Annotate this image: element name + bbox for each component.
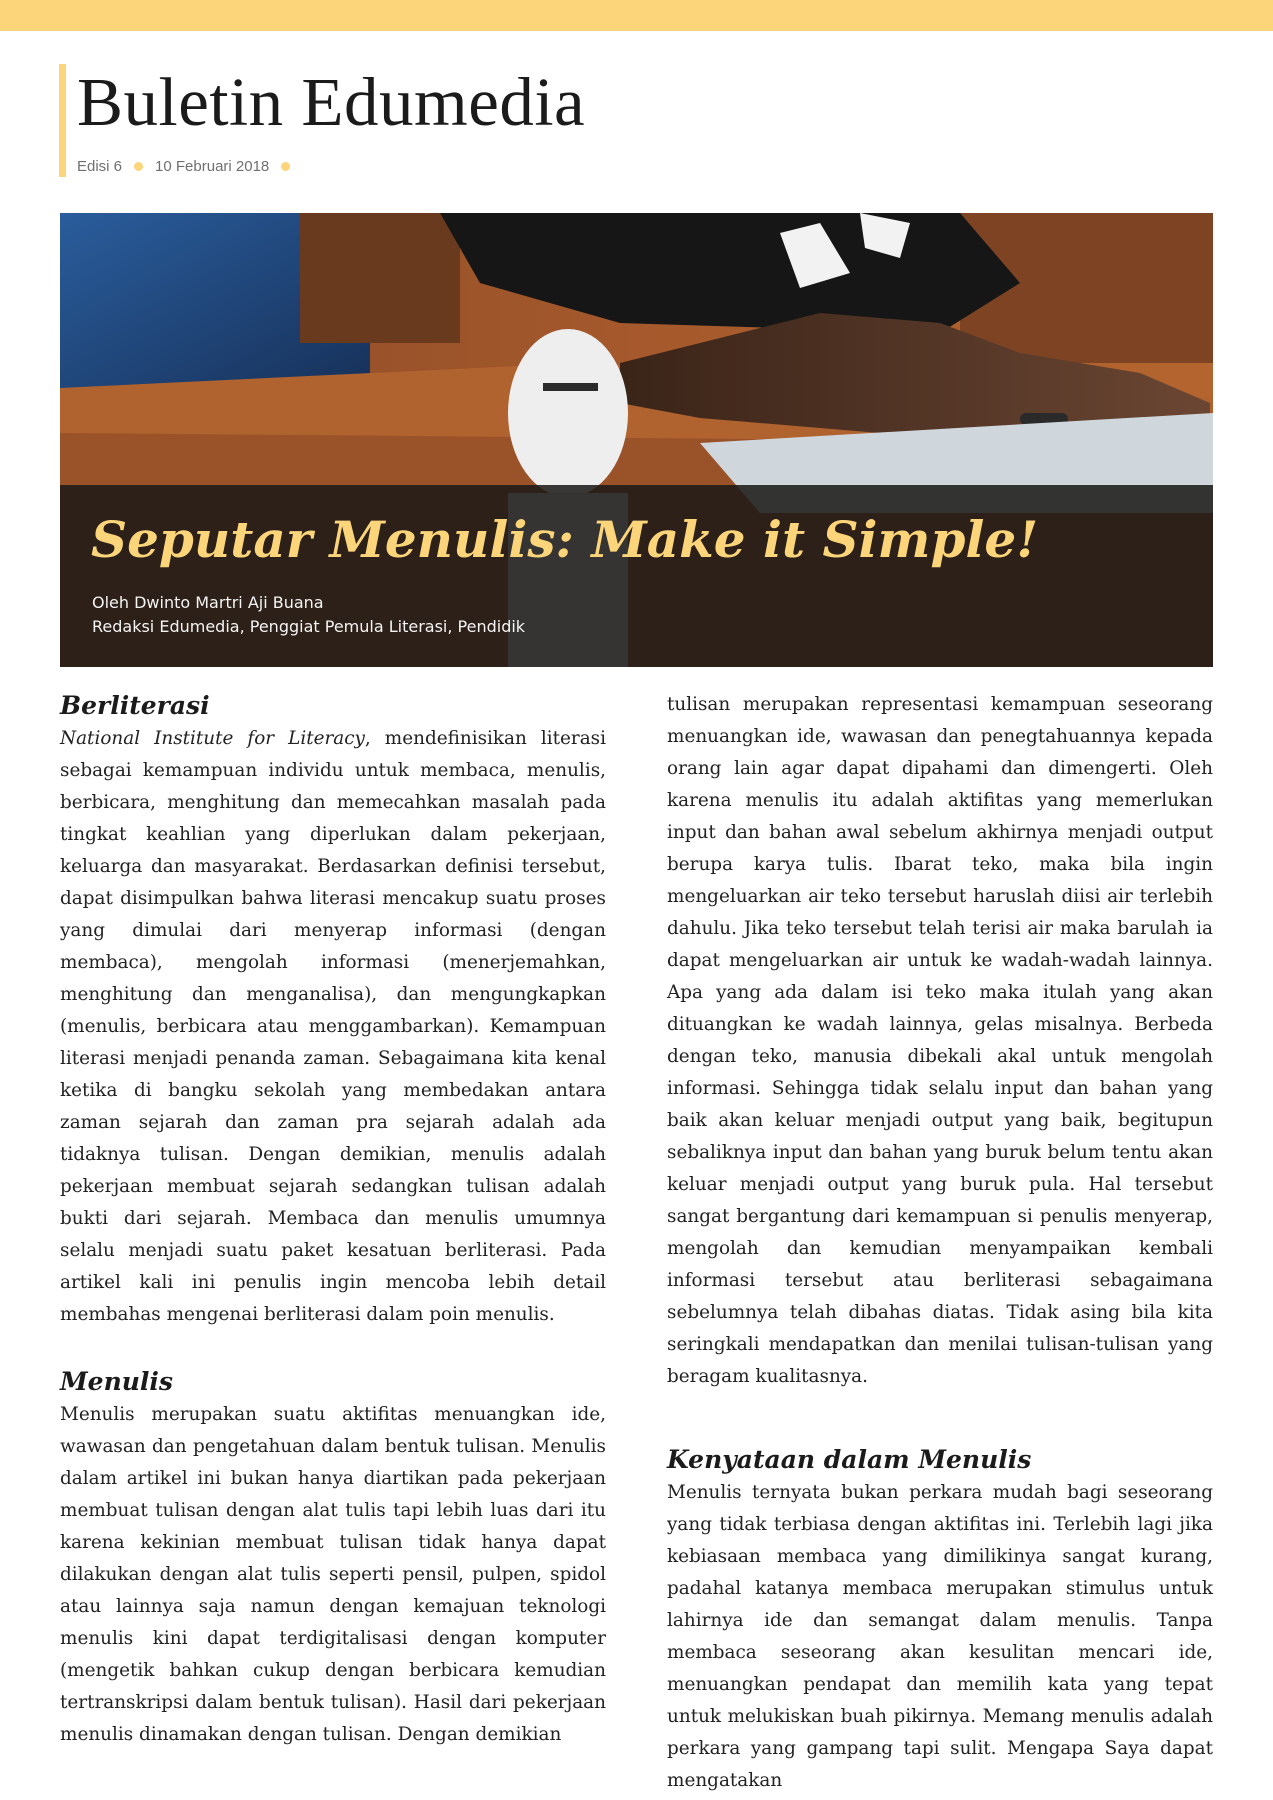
section-heading-berliterasi: Berliterasi [60,691,210,720]
paragraph-kenyataan: Menulis ternyata bukan perkara mudah bagi seseorang yang tidak terbiasa dengan aktifitas ini. Terlebih lagi jika kebiasaan membaca yang dimilikinya sangat kurang, padahal katanya membaca merupakan stimulus untuk lahirnya ide dan semangat dalam menulis. Tanpa membaca seseorang akan kesulitan mencari ide, menuangkan pendapat dan memilih kata yang tepat untuk melukiskan buah pikirnya. Memang menulis adalah perkara yang gampang tapi sulit. Mengapa Saya dapat mengatakan [667,1482,1213,1791]
paragraph-menulis: Menulis merupakan suatu aktifitas menuangkan ide, wawasan dan pengetahuan dalam bentuk tulisan. Menulis dalam artikel ini bukan hanya diartikan pada pekerjaan membuat tulisan dengan alat tulis tapi lebih luas dari itu karena kekinian membuat tulisan tidak hanya dapat dilakukan dengan alat tulis seperti pensil, pulpen, spidol atau lainnya saja namun dengan kemajuan teknologi menulis kini dapat terdigitalisasi dengan komputer (mengetik bahkan cukup dengan berbicara kemudian tertranskripsi dalam bentuk tulisan). Hasil dari pekerjaan menulis dinamakan dengan tulisan. Dengan demikian [60,1404,606,1745]
issue-meta [77,158,759,175]
top-accent-bar [0,0,1273,31]
masthead [59,64,759,177]
byline [92,591,525,639]
hero-caption-band [60,485,1213,667]
paragraph-menulis-continued: tulisan merupakan representasi kemampuan seseorang menuangkan ide, wawasan dan penegtahuannya kepada orang lain agar dapat dipahami dan dimengerti. Oleh karena menulis itu adalah aktifitas yang memerlukan input dan bahan awal sebelum akhirnya menjadi output berupa karya tulis. Ibarat teko, maka bila ingin mengeluarkan air teko tersebut haruslah diisi air terlebih dahulu. Jika teko tersebut telah terisi air maka barulah ia dapat mengeluarkan air untuk ke wadah-wadah lainnya. Apa yang ada dalam isi teko maka itulah yang akan dituangkan ke wadah lainnya, gelas misalnya. Berbeda dengan teko, manusia dibekali akal untuk mengolah informasi. Sehingga tidak selalu input dan bahan yang baik akan keluar menjadi output yang baik, begitupun sebaliknya input dan bahan yang buruk belum tentu akan keluar menjadi output yang buruk pula. Hal tersebut sangat bergantung dari kemampuan si penulis menyerap, mengolah dan kemudian menyampaikan kembali informasi tersebut atau berliterasi sebagaimana sebelumnya telah dibahas diatas. Tidak asing bila kita seringkali mendapatkan dan menilai tulisan-tulisan yang beragam kualitasnya. [667,694,1213,1387]
author-line: Oleh Dwinto Martri Aji Buana [92,593,324,612]
author-role: Redaksi Edumedia, Penggiat Pemula Literasi, Pendidik [92,617,526,636]
bullet-dot-icon [134,162,143,171]
bullet-dot-icon [281,162,290,171]
section-heading-kenyataan: Kenyataan dalam Menulis [667,1445,1032,1474]
section-heading-menulis: Menulis [60,1367,174,1396]
issue-date: 10 Februari 2018 [155,158,270,175]
paragraph-berliterasi [60,723,606,1331]
newsletter-title: Buletin Edumedia [77,64,586,140]
source-citation: National Institute for Literacy [60,728,365,749]
hero-banner [60,213,1213,667]
edition-label: Edisi 6 [77,158,123,175]
left-column [60,689,606,1751]
paragraph-berliterasi-text: , mendefinisikan literasi sebagai kemampuan individu untuk membaca, menulis, berbicara, menghitung dan memecahkan masalah pada tingkat keahlian yang diperlukan dalam pekerjaan, keluarga dan masyarakat. Berdasarkan definisi tersebut, dapat disimpulkan bahwa literasi mencakup suatu proses yang dimulai dari menyerap informasi (dengan membaca), mengolah informasi (menerjemahkan, menghitung dan menganalisa), dan mengungkapkan (menulis, berbicara atau menggambarkan). Kemampuan literasi menjadi penanda zaman. Sebagaimana kita kenal ketika di bangku sekolah yang membedakan antara zaman sejarah dan zaman pra sejarah adalah ada tidaknya tulisan. Dengan demikian, menulis adalah pekerjaan membuat sejarah sedangkan tulisan adalah bukti dari sejarah. Membaca dan menulis umumnya selalu menjadi suatu paket kesatuan berliterasi. Pada artikel kali ini penulis ingin mencoba lebih detail membahas mengenai berliterasi dalam poin menulis. [60,728,606,1325]
article-title: Seputar Menulis: Make it Simple! [91,510,1039,569]
right-column [667,689,1213,1797]
